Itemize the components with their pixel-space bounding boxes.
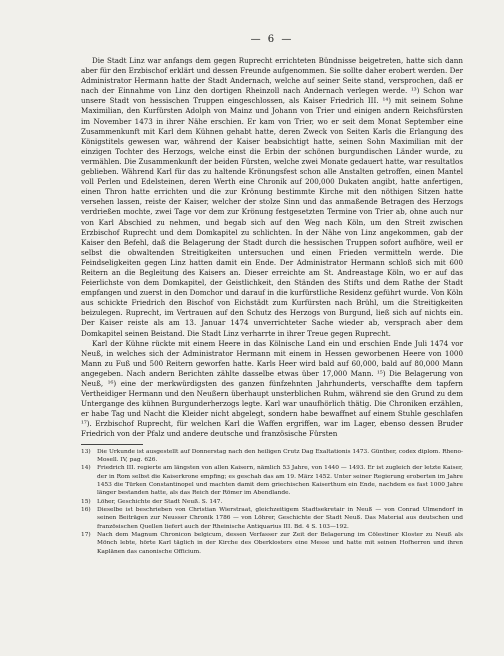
footnote-number: 15): [81, 498, 91, 505]
footnote-text: Löher, Geschichte der Stadt Neuß. S. 147.: [97, 498, 223, 505]
footnote: [81, 448, 463, 465]
footnote-text: Dieselbe ist beschrieben von Christian Wierstraat, gleichzeitigem Stadtsekretair in Neuß — von Conrad Ulmendorf in seinen Beiträgen zur Neusser Chronik 1786 — von Löhrer, Geschichte der Stadt Neuß. Das Material aus deutschen und französischen Quellen liefert auch der Rheinische Antiquarius III. Bd. 4 S. 103—192.: [97, 506, 463, 530]
main-text: [81, 56, 463, 440]
footnotes: [81, 448, 463, 556]
footnote-text: Friedrich III. regierte am längsten von allen Kaisern, nämlich 53 Jahre, von 1440 — 1493. Er ist zugleich der letzte Kaiser, der in Rom selbst die Kaiserkrone empfing; es geschah das am 19. März 1452. Unter seiner Regierung eroberten im Jahre 1453 die Türken Constantinopel und machten damit dem griechischen Kaiserthum ein Ende, nachdem es fast 1000 Jahre länger bestanden hatte, als das Reich der Römer im Abendlande.: [97, 465, 463, 497]
footnote-number: 17): [81, 532, 91, 538]
footnote-number: 13): [81, 448, 91, 455]
footnote: [81, 531, 463, 556]
footnote-separator: [81, 444, 143, 445]
paragraph: Die Stadt Linz war anfangs dem gegen Ruprecht errichteten Bündnisse beigetreten, hatte sich dann aber für den Erzbischof erklärt und dessen Freunde aufgenommen. Sie sollte daher erobert werden. Der Administrator Hermann hatte der Stadt Andernach, welche auf seiner Seite stand, versprochen, daß er nach der Einnahme von Linz den dortigen Rheinzoll nach Andernach verlegen werde. ¹³) Schon war unsere Stadt von hessischen Truppen eingeschlossen, als Kaiser Friedrich III. ¹⁴) mit seinem Sohne Maximilian, den Kurfürsten Adolph von Mainz und Johann von Trier und einigen andern Reichsfürsten im November 1473 in ihrer Nähe erschien. Er kam von Trier, wo er seit dem Monat September eine Zusammenkunft mit Karl dem Kühnen gehabt hatte, deren Zweck von Seiten Karls die Erlangung des Königstitels gewesen war, während der Kaiser beabsichtigt hatte, seinen Sohn Maximilian mit der einzigen Tochter des Herzogs, welche einst die Erbin der schönen burgundischen Länder wurde, zu vermählen. Die Zusammenkunft der beiden Fürsten, welche zwei Monate gedauert hatte, war resultatlos geblieben. Während Karl für das zu haltende Krönungsfest schon alle Anstalten getroffen, einen Mantel voll Perlen und Edelsteinen, deren Werth eine Chronik auf 200,000 Dukaten angibt, hatte anfertigen, einen Thron hatte errichten und die zur Krönung bestimmte Kirche mit den nöthigen Sitzen hatte versehen lassen, reiste der Kaiser, welcher der stolze Sinn und das anmaßende Betragen des Herzogs verdrießen mochte, zwei Tage vor dem zur Krönung festgesetzten Termine von Trier ab, ohne auch nur von Karl Abschied zu nehmen, und begab sich auf den Weg nach Köln, um den Streit zwischen Erzbischof Ruprecht und dem Domkapitel zu schlichten. In der Nähe von Linz angekommen, gab der Kaiser den Befehl, daß die Belagerung der Stadt durch die hessischen Truppen sofort aufhöre, weil er selbst die obwaltenden Streitigkeiten untersuchen und einen Frieden vermitteln werde. Die Feindseligkeiten gegen Linz hatten damit ein Ende. Der Administrator Hermann schloß sich mit 600 Reitern an die Begleitung des Kaisers an. Dieser erreichte am St. Andreastage Köln, wo er auf das Feierlichste von dem Domkapitel, der Geistlichkeit, den Ständen des Stifts und dem Rathe der Stadt empfangen und zuerst in den Domchor und darauf in die kurfürstliche Residenz geführt wurde. Von Köln aus schickte Friedrich den Bischof von Eichstädt zum Kurfürsten nach Brühl, um die Streitigkeiten beizulegen. Ruprecht, im Vertrauen auf den Schutz des Herzogs von Burgund, ließ sich auf nichts ein. Der Kaiser reiste als am 13. Januar 1474 unverrichteter Sache wieder ab, versprach aber dem Domkapitel seinen Beistand. Die Stadt Linz verharrte in ihrer Treue gegen Ruprecht.: [81, 56, 463, 338]
paragraph: Karl der Kühne rückte mit einem Heere in das Kölnische Land ein und erschien Ende Juli 1474 vor Neuß, in welches sich der Administrator Hermann mit einem in Hessen geworbenen Heere von 1000 Mann zu Fuß und 500 Reitern geworfen hatte. Karls Heer wird bald auf 60,000, bald auf 80,000 Mann angegeben. Nach andern Berichten zählte dasselbe etwas über 17,000 Mann. ¹⁵) Die Belagerung von Neuß, ¹⁶) eine der merkwürdigsten des ganzen fünfzehnten Jahrhunderts, verschaffte dem tapfern Vertheidiger Hermann und den Neußern überhaupt unsterblichen Ruhm, während sie den Grund zu dem Untergange des kühnen Burgunderherzogs legte. Karl war unaufhörlich thätig. Die Chroniken erzählen, er habe Tag und Nacht die Kleider nicht abgelegt, sondern habe bewaffnet auf einem Stuhle geschlafen ¹⁷). Erzbischof Ruprecht, für welchen Karl die Waffen ergriffen, war im Lager, ebenso dessen Bruder Friedrich von der Pfalz und andere deutsche und französische Fürsten: [81, 338, 463, 439]
footnote: [81, 506, 463, 531]
footnote: [81, 464, 463, 497]
page-number: — 6 —: [250, 34, 294, 45]
footnote-text: Nach dem Magnum Chronicon belgicum, dessen Verfasser zur Zeit der Belagerung im Cölestiner Kloster zu Neuß als Mönch lebte, hörte Karl täglich in der Kirche des Oberklosters eine Messe und hatte mit seinen Hofherren und ihren Kaplänen das canonische Officium.: [97, 532, 463, 555]
footnote-number: 16): [81, 506, 91, 513]
footnote-number: 14): [81, 465, 91, 472]
footnote-text: Die Urkunde ist ausgestellt auf Donnerstag nach den heiligen Crutz Dag Exaltationis 1473. Günther, codex diplom. Rheno-Mosell. IV, pag. 626.: [97, 448, 463, 463]
footnote: [81, 498, 463, 506]
